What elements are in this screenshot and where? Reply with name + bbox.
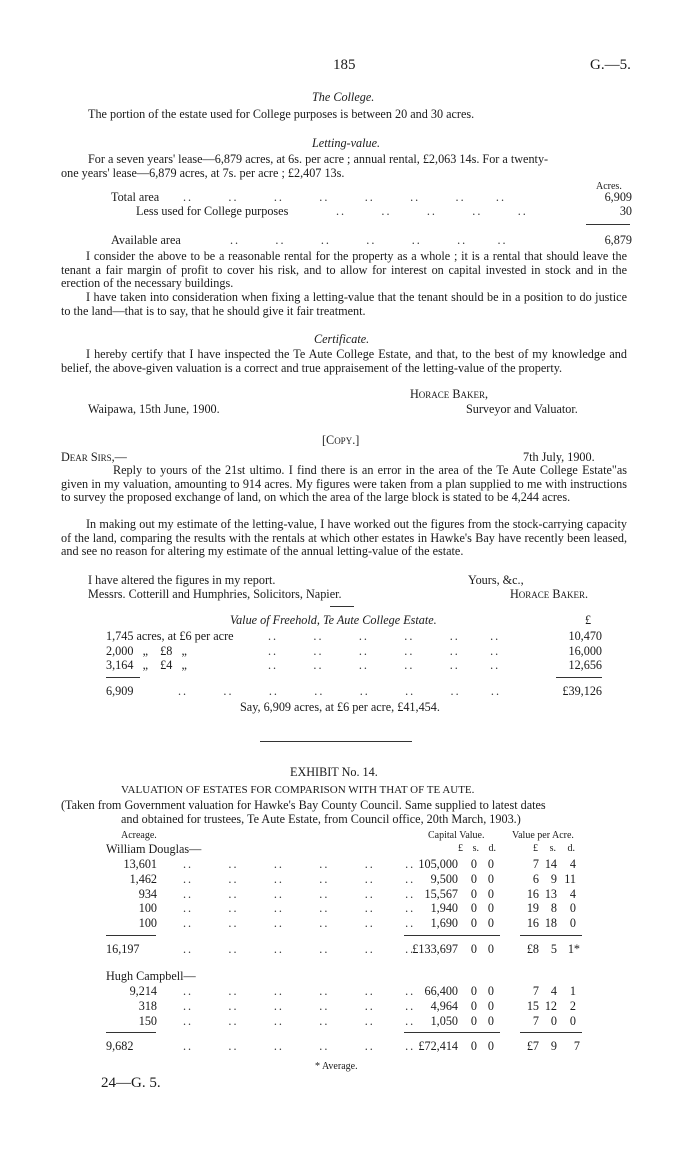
leader-dots: .. .. .. .. .. .. [183, 901, 416, 916]
acreage-cell: 150 [138, 1013, 157, 1028]
freehold-total-value: £39,126 [562, 684, 602, 698]
total-capital-pence: 0 [487, 1039, 494, 1054]
per-acre-shillings-cell: 4 [550, 984, 557, 998]
total-capital-pounds: £133,697 [412, 942, 458, 956]
total-capital-shillings: 0 [470, 1039, 477, 1054]
college-heading: The College. [312, 90, 375, 104]
freehold-say: Say, 6,909 acres, at £6 per acre, £41,454. [240, 700, 440, 714]
owner-name: Hugh Campbell— [106, 969, 196, 983]
capital-unit: d. [488, 843, 496, 854]
capital-pence-cell: 0 [487, 886, 494, 901]
capital-pence-cell: 0 [487, 998, 494, 1013]
certificate-text: I hereby certify that I have inspected the Te Aute College Estate, and that, to the best of my knowledge and belief, the above-given valuation is a correct and true appraisement of the letting-value of the property. [61, 347, 627, 375]
capital-pence-cell: 0 [487, 901, 494, 916]
capital-pounds-cell: 66,400 [424, 984, 458, 998]
letting-paragraph-2: I have taken into consideration when fixing a letting-value that the tenant should be in a position to do justice to the land—that is to say, that he should give it fair treatment. [61, 290, 627, 318]
freehold-row-value: 16,000 [568, 644, 602, 658]
per-acre-pounds-cell: 19 [526, 901, 539, 916]
copy-altered-note: I have altered the figures in my report. [88, 573, 276, 587]
capital-pence-cell: 0 [487, 857, 494, 871]
footnote: * Average. [315, 1061, 358, 1072]
exhibit-subtitle: VALUATION OF ESTATES FOR COMPARISON WITH THAT OF TE AUTE. [121, 784, 475, 796]
leader-dots: .. .. .. .. .. .. [183, 857, 416, 871]
column-value-per-acre: Value per Acre. [512, 830, 574, 841]
letting-heading: Letting-value. [312, 136, 381, 150]
capital-pounds-cell: 4,964 [430, 998, 458, 1013]
capital-unit: £ [458, 843, 463, 854]
letting-line-2: one years' lease—6,879 acres, at 7s. per acre ; £2,407 13s. [61, 166, 345, 180]
capital-shillings-cell: 0 [470, 886, 477, 901]
capital-pounds-cell: 105,000 [418, 857, 458, 871]
per-acre-pence-cell: 2 [569, 998, 576, 1013]
leader-dots: .. .. .. .. .. .. [183, 998, 416, 1013]
acreage-cell: 100 [138, 916, 157, 931]
exhibit-note-line-1: (Taken from Government valuation for Hawke's Bay County Council. Same supplied to latest dates [61, 798, 546, 812]
capital-shillings-cell: 0 [470, 857, 477, 871]
capital-shillings-cell: 0 [470, 871, 477, 886]
letting-paragraph-1: I consider the above to be a reasonable rental for the property as a whole ; it is a rental that should leave the tenant a fair margin of profit to cover his risk, and to allow for interest on capital invested in stock and in the erection of the necessary buildings. [61, 249, 627, 291]
total-per-acre-shillings: 9 [550, 1039, 557, 1054]
total-capital-pence: 0 [487, 942, 494, 956]
per-acre-pence-cell: 0 [569, 916, 576, 931]
per-acre-pounds-cell: 16 [526, 916, 539, 931]
document-reference: G.—5. [590, 57, 631, 73]
capital-shillings-cell: 0 [470, 998, 477, 1013]
per-acre-shillings-cell: 13 [544, 886, 557, 901]
page-number: 185 [333, 57, 356, 73]
column-capital-value: Capital Value. [428, 830, 485, 841]
capital-pounds-cell: 9,500 [430, 871, 458, 886]
per-acre-pounds-cell: 7 [532, 1013, 539, 1028]
capital-pence-cell: 0 [487, 1013, 494, 1028]
per-acre-shillings-cell: 18 [544, 916, 557, 931]
available-area-label: Available area [111, 233, 181, 247]
total-per-acre-shillings: 5 [550, 942, 557, 956]
total-per-acre-pence: 7 [573, 1039, 580, 1054]
acreage-cell: 100 [138, 901, 157, 916]
freehold-currency: £ [585, 613, 592, 627]
exhibit-title: EXHIBIT No. 14. [290, 765, 378, 779]
copy-heading: [Copy.] [322, 433, 360, 447]
freehold-heading: Value of Freehold, Te Aute College Estate. [230, 613, 437, 627]
acreage-cell: 934 [138, 886, 157, 901]
acreage-cell: 1,462 [129, 871, 157, 886]
total-acreage: 16,197 [106, 942, 140, 956]
per-acre-pounds-cell: 6 [532, 871, 539, 886]
freehold-row-text: 3,164 „ £4 „ [106, 658, 187, 672]
leader-dots: .. .. .. .. .. .. [183, 1039, 416, 1054]
total-per-acre-pounds: £7 [526, 1039, 539, 1054]
copy-date: 7th July, 1900. [523, 450, 595, 464]
copy-signer: Horace Baker. [510, 587, 589, 601]
owner-name: William Douglas— [106, 842, 202, 856]
per-acre-pence-cell: 11 [564, 871, 576, 886]
column-acreage: Acreage. [121, 830, 157, 841]
freehold-total-acres: 6,909 [106, 684, 134, 698]
available-area-value: 6,879 [604, 233, 632, 247]
total-acreage: 9,682 [106, 1039, 134, 1054]
per-acre-shillings-cell: 0 [550, 1013, 557, 1028]
capital-shillings-cell: 0 [470, 984, 477, 998]
capital-pence-cell: 0 [487, 984, 494, 998]
per-acre-shillings-cell: 12 [544, 998, 557, 1013]
certificate-place-date: Waipawa, 15th June, 1900. [88, 402, 220, 416]
total-capital-pounds: £72,414 [418, 1039, 458, 1054]
total-area-label: Total area [111, 190, 160, 204]
copy-yours: Yours, &c., [468, 573, 524, 587]
leader-dots: .. .. .. .. .. .. [183, 942, 416, 956]
leader-dots: .. .. .. .. .. .. [183, 916, 416, 931]
acreage-cell: 9,214 [129, 984, 157, 998]
per-acre-unit: £ [533, 843, 538, 854]
acreage-cell: 13,601 [123, 857, 157, 871]
per-acre-pounds-cell: 7 [532, 857, 539, 871]
total-capital-shillings: 0 [470, 942, 477, 956]
per-acre-pence-cell: 4 [569, 886, 576, 901]
per-acre-shillings-cell: 9 [550, 871, 557, 886]
total-per-acre-pounds: £8 [526, 942, 539, 956]
leader-dots: .. .. .. .. .. .. [183, 984, 416, 998]
capital-pence-cell: 0 [487, 871, 494, 886]
per-acre-pounds-cell: 7 [532, 984, 539, 998]
total-per-acre-pence: 1* [567, 942, 580, 956]
copy-salutation: Dear Sirs,— [61, 450, 127, 464]
college-text: The portion of the estate used for College purposes is between 20 and 30 acres. [88, 107, 475, 121]
per-acre-pounds-cell: 16 [526, 886, 539, 901]
total-area-value: 6,909 [604, 190, 632, 204]
letting-line-1: For a seven years' lease—6,879 acres, at 6s. per acre ; annual rental, £2,063 14s. For a twenty- [88, 152, 549, 166]
leader-dots: .. .. .. .. .. .. [183, 1013, 416, 1028]
capital-shillings-cell: 0 [470, 901, 477, 916]
capital-unit: s. [472, 843, 479, 854]
per-acre-pounds-cell: 15 [526, 998, 539, 1013]
freehold-row-value: 10,470 [568, 629, 602, 643]
acres-column-label: Acres. [596, 181, 622, 192]
capital-pounds-cell: 15,567 [424, 886, 458, 901]
per-acre-pence-cell: 4 [569, 857, 576, 871]
capital-pounds-cell: 1,940 [430, 901, 458, 916]
certificate-heading: Certificate. [314, 332, 370, 346]
acreage-cell: 318 [138, 998, 157, 1013]
exhibit-note-line-2: and obtained for trustees, Te Aute Estate, from Council office, 20th March, 1903.) [121, 812, 521, 826]
capital-pence-cell: 0 [487, 916, 494, 931]
certificate-title: Surveyor and Valuator. [466, 402, 578, 416]
copy-addressee: Messrs. Cotterill and Humphries, Solicitors, Napier. [88, 587, 342, 601]
leader-dots: .. .. .. .. .. .. [183, 886, 416, 901]
capital-pounds-cell: 1,690 [430, 916, 458, 931]
per-acre-shillings-cell: 14 [544, 857, 557, 871]
capital-shillings-cell: 0 [470, 916, 477, 931]
per-acre-pence-cell: 0 [569, 901, 576, 916]
copy-paragraph-2: In making out my estimate of the letting-value, I have worked out the figures from the stock-carrying capacity of the land, comparing the results with the rentals at which other estates in Hawke's Bay have recently been leased, and see no reason for altering my estimate of the annual letting-value of the estate. [61, 517, 627, 559]
footer-signature: 24—G. 5. [101, 1075, 161, 1091]
capital-shillings-cell: 0 [470, 1013, 477, 1028]
freehold-row-value: 12,656 [568, 658, 602, 672]
per-acre-pence-cell: 0 [569, 1013, 576, 1028]
freehold-row-text: 1,745 acres, at £6 per acre [106, 629, 234, 643]
per-acre-unit: d. [567, 843, 575, 854]
copy-paragraph-1: Reply to yours of the 21st ultimo. I find there is an error in the area of the Te Aute College Estate"as given in my valuation, amounting to 914 acres. My figures were taken from a plan supplied to me with instructions to survey the proposed exchange of land, on which the area of the large block is stated to be 4,244 acres. [61, 463, 627, 505]
capital-pounds-cell: 1,050 [430, 1013, 458, 1028]
less-college-label: Less used for College purposes [136, 204, 289, 218]
leader-dots: .. .. .. .. .. .. [183, 871, 416, 886]
less-college-value: 30 [619, 204, 632, 218]
certificate-signer: Horace Baker, [410, 387, 489, 401]
freehold-row-text: 2,000 „ £8 „ [106, 644, 187, 658]
per-acre-pence-cell: 1 [569, 984, 576, 998]
per-acre-unit: s. [549, 843, 556, 854]
per-acre-shillings-cell: 8 [550, 901, 557, 916]
